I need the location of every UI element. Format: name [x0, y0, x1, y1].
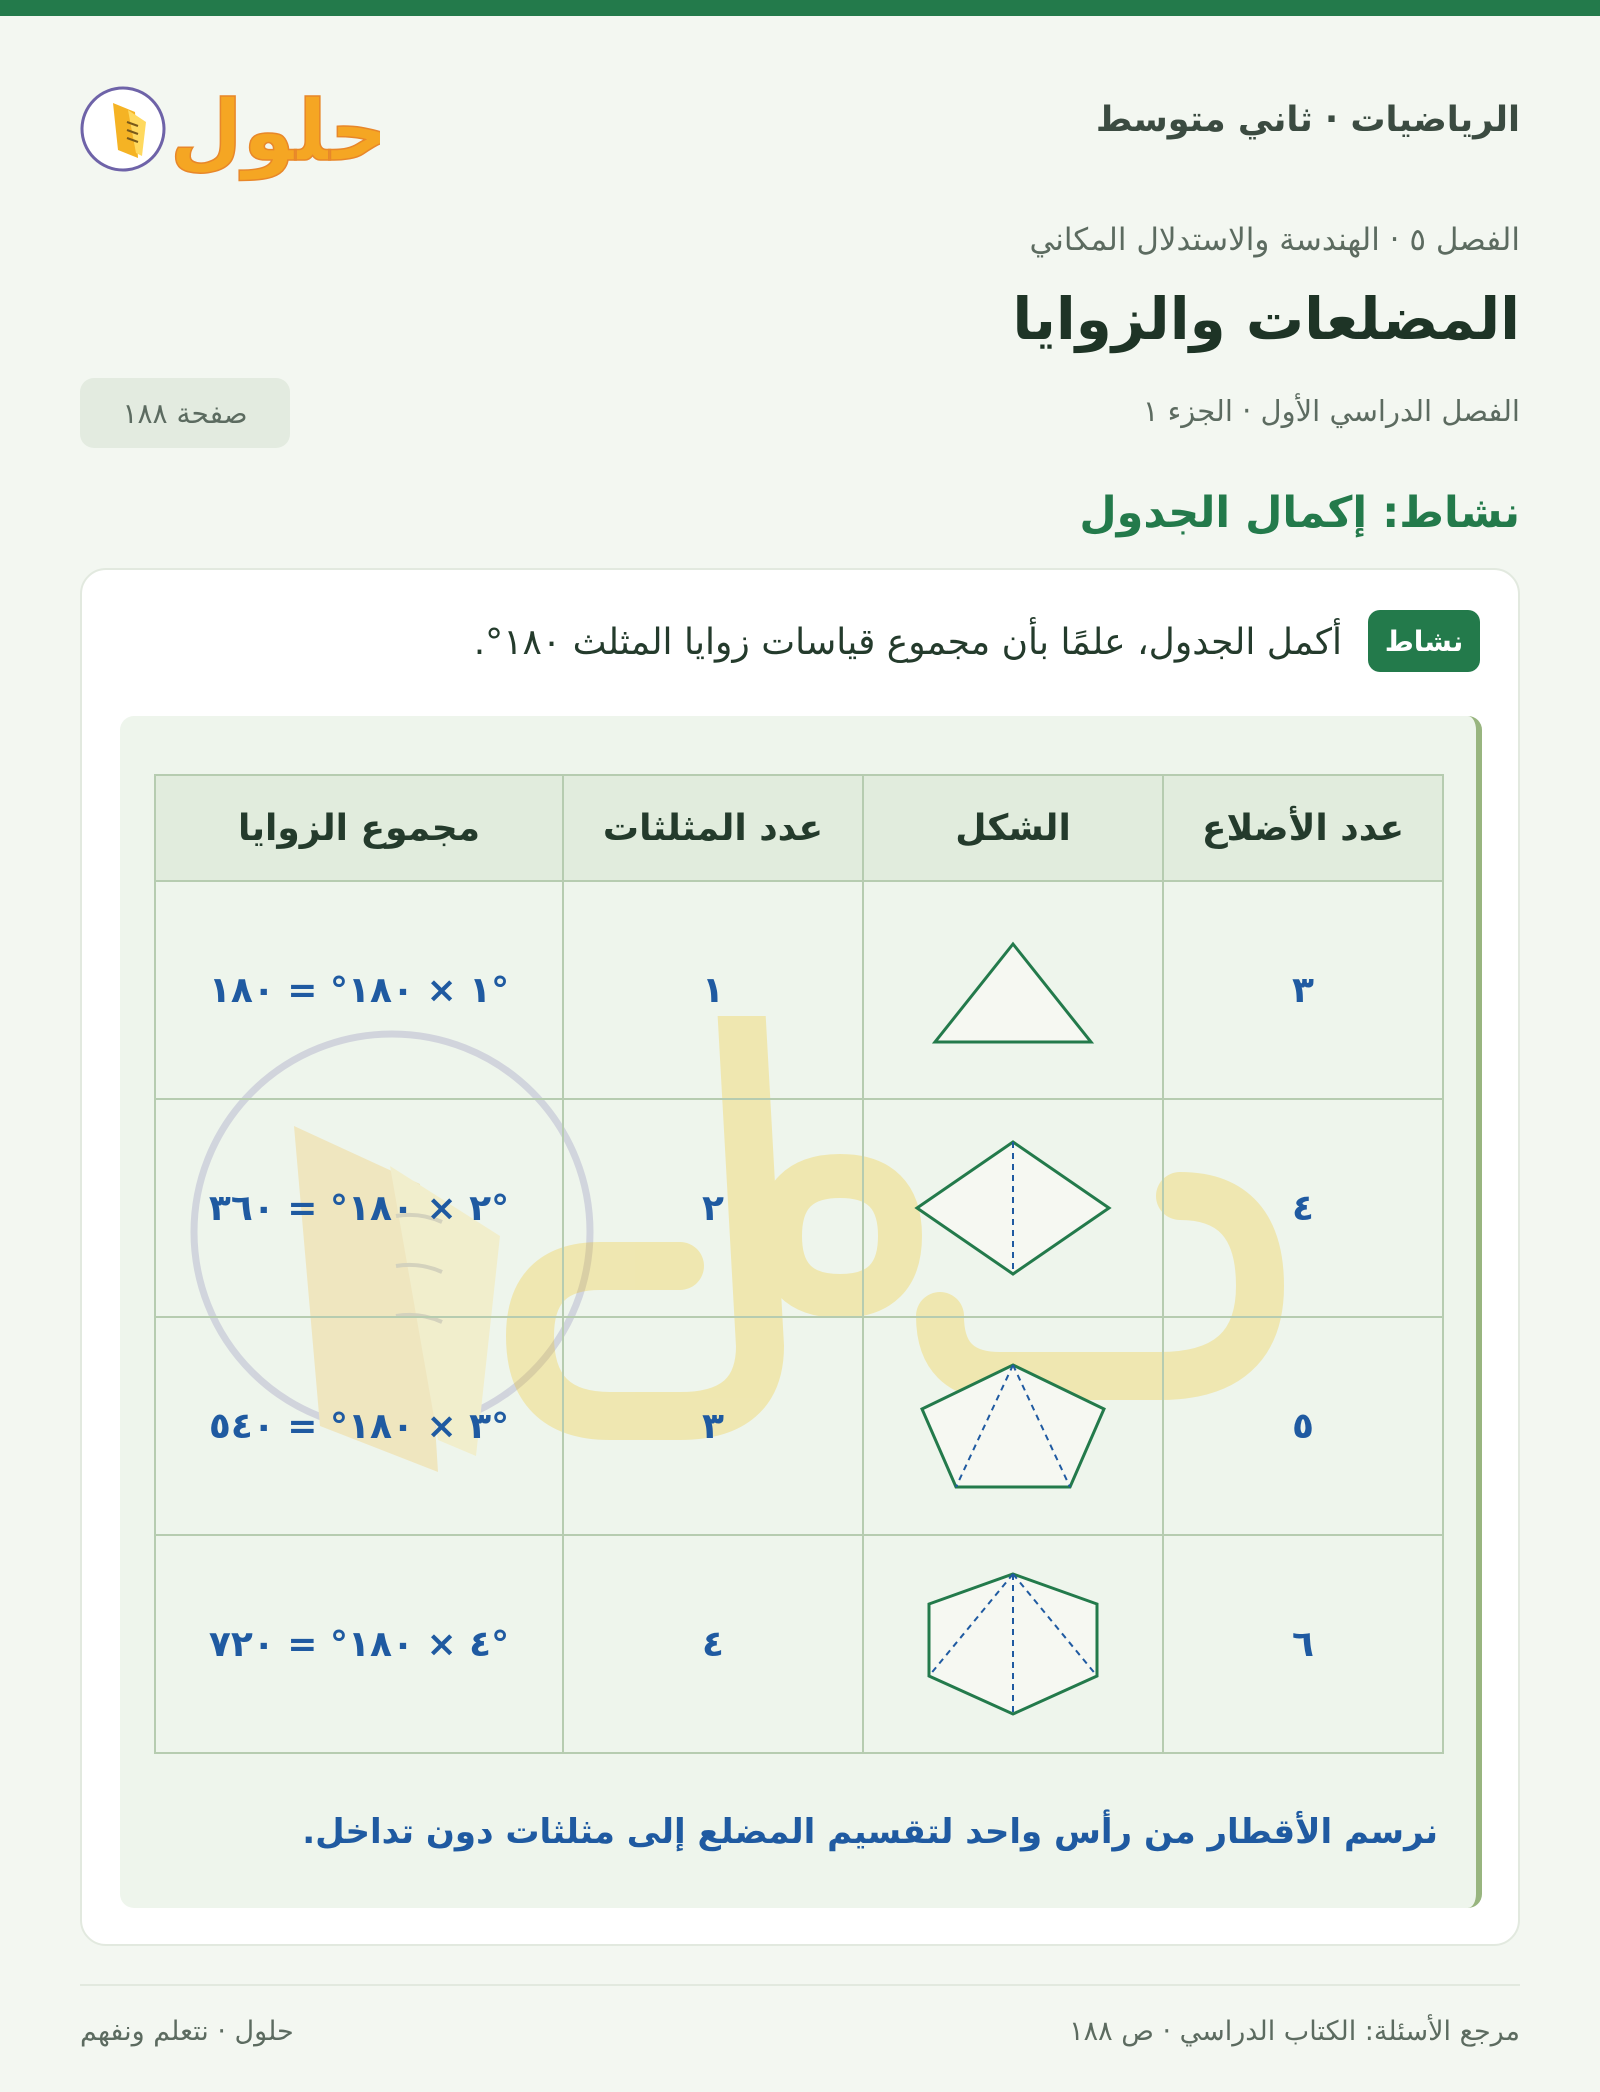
page-header — [80, 60, 1520, 190]
explanation-note: نرسم الأقطار من رأس واحد لتقسيم المضلع إلى مثلثات دون تداخل. — [302, 1812, 1438, 1852]
angle-sum-text: ١ × ١٨٠° = ١٨٠° — [208, 969, 510, 1011]
table-header-row — [155, 775, 1443, 881]
activity-tag: نشاط — [1368, 610, 1480, 672]
hexagon-icon — [923, 1570, 1103, 1718]
answer-panel — [120, 716, 1482, 1908]
header-shape: الشكل — [863, 775, 1163, 881]
table-row — [155, 1099, 1443, 1317]
triangles-cell: ١ — [563, 881, 863, 1099]
shape-cell — [863, 1317, 1163, 1535]
page-title: المضلعات والزوايا — [1012, 285, 1520, 353]
hulul-logo — [80, 60, 380, 190]
table-row — [155, 1535, 1443, 1753]
activity-prompt: أكمل الجدول، علمًا بأن مجموع قياسات زوايا المثلث ١٨٠°. — [473, 622, 1342, 663]
shape-cell — [863, 1099, 1163, 1317]
angle-sum-text: ٣ × ١٨٠° = ٥٤٠° — [208, 1405, 510, 1447]
sides-cell: ٦ — [1163, 1535, 1443, 1753]
angle-sum-cell — [155, 881, 563, 1099]
sides-cell: ٥ — [1163, 1317, 1443, 1535]
polygon-angles-table — [154, 774, 1444, 1754]
logo-text: حلول — [169, 82, 380, 180]
angle-sum-cell — [155, 1535, 563, 1753]
shape-cell — [863, 1535, 1163, 1753]
triangles-cell: ٤ — [563, 1535, 863, 1753]
section-title: نشاط: إكمال الجدول — [1079, 488, 1520, 538]
angle-sum-cell — [155, 1317, 563, 1535]
header-angle-sum: مجموع الزوايا — [155, 775, 563, 881]
header-triangles: عدد المثلثات — [563, 775, 863, 881]
sides-cell: ٤ — [1163, 1099, 1443, 1317]
quadrilateral-icon — [913, 1138, 1113, 1278]
page-number-badge: صفحة ١٨٨ — [80, 378, 290, 448]
pentagon-icon — [918, 1361, 1108, 1491]
term-label: الفصل الدراسي الأول · الجزء ١ — [1142, 394, 1520, 428]
shape-cell — [863, 881, 1163, 1099]
activity-card — [80, 568, 1520, 1946]
chapter-label: الفصل ٥ · الهندسة والاستدلال المكاني — [1029, 222, 1520, 258]
table-row — [155, 881, 1443, 1099]
top-accent-bar — [0, 0, 1600, 16]
triangles-cell: ٢ — [563, 1099, 863, 1317]
angle-sum-text: ٤ × ١٨٠° = ٧٢٠° — [208, 1623, 510, 1665]
angle-sum-cell — [155, 1099, 563, 1317]
triangle-icon — [923, 930, 1103, 1050]
header-sides: عدد الأضلاع — [1163, 775, 1443, 881]
triangles-cell: ٣ — [563, 1317, 863, 1535]
footer-divider — [80, 1984, 1520, 1986]
angle-sum-text: ٢ × ١٨٠° = ٣٦٠° — [208, 1187, 510, 1229]
table-row — [155, 1317, 1443, 1535]
footer-brand: حلول · نتعلم ونفهم — [80, 2016, 294, 2047]
sides-cell: ٣ — [1163, 881, 1443, 1099]
footer-reference: مرجع الأسئلة: الكتاب الدراسي · ص ١٨٨ — [1069, 2016, 1520, 2047]
subject-label: الرياضيات · ثاني متوسط — [1095, 100, 1520, 140]
